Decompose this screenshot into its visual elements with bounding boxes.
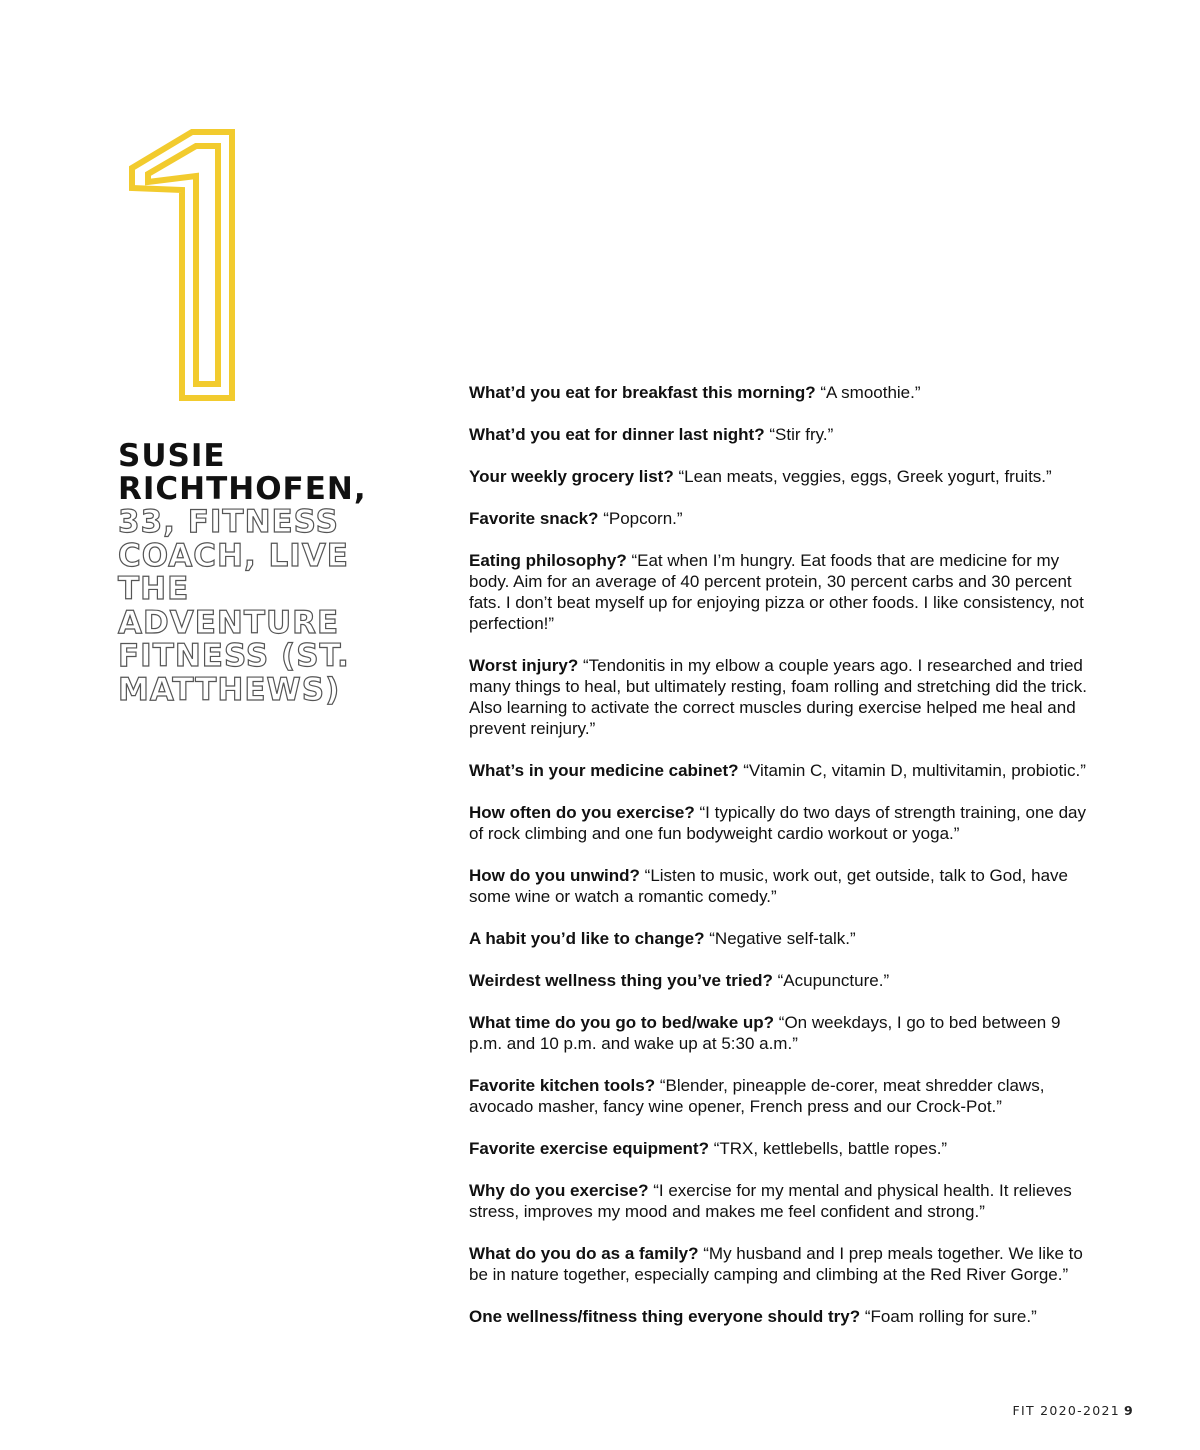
outlined-number-one bbox=[126, 128, 238, 404]
question: What’d you eat for breakfast this morning? bbox=[469, 383, 816, 402]
question: Your weekly grocery list? bbox=[469, 467, 674, 486]
page-footer bbox=[1012, 1403, 1134, 1418]
qa-item bbox=[469, 1012, 1089, 1054]
answer: “I exercise for my mental and physical health. It relieves stress, improves my mood and makes me feel confident and strong.” bbox=[469, 1181, 1072, 1221]
profile-name-first: SUSIE bbox=[118, 438, 226, 474]
question: How do you unwind? bbox=[469, 866, 640, 885]
answer: “Acupuncture.” bbox=[777, 971, 890, 990]
question: Why do you exercise? bbox=[469, 1181, 649, 1200]
question: What’s in your medicine cabinet? bbox=[469, 761, 739, 780]
question: Favorite snack? bbox=[469, 509, 599, 528]
question: What’d you eat for dinner last night? bbox=[469, 425, 765, 444]
qa-item bbox=[469, 550, 1089, 634]
question: Eating philosophy? bbox=[469, 551, 627, 570]
question: A habit you’d like to change? bbox=[469, 929, 705, 948]
question: Worst injury? bbox=[469, 656, 579, 675]
answer: “Vitamin C, vitamin D, multivitamin, probiotic.” bbox=[743, 761, 1086, 780]
qa-item bbox=[469, 655, 1089, 739]
answer: “On weekdays, I go to bed between 9 p.m. and 10 p.m. and wake up at 5:30 a.m.” bbox=[469, 1013, 1061, 1053]
qa-item bbox=[469, 1075, 1089, 1117]
profile-desc-line: THE ADVENTURE bbox=[118, 571, 340, 641]
answer: “Listen to music, work out, get outside, talk to God, have some wine or watch a romantic comedy.” bbox=[469, 866, 1068, 906]
page-number: 9 bbox=[1124, 1403, 1134, 1418]
number-value: 1 bbox=[126, 128, 127, 129]
qa-item bbox=[469, 1306, 1089, 1327]
qa-item bbox=[469, 1243, 1089, 1285]
qa-item bbox=[469, 970, 1089, 991]
answer: “A smoothie.” bbox=[820, 383, 921, 402]
answer: “Popcorn.” bbox=[603, 509, 683, 528]
profile-header bbox=[118, 440, 418, 707]
question: What time do you go to bed/wake up? bbox=[469, 1013, 775, 1032]
qa-item bbox=[469, 424, 1089, 445]
question: How often do you exercise? bbox=[469, 803, 695, 822]
qa-item bbox=[469, 760, 1089, 781]
qa-item bbox=[469, 928, 1089, 949]
answer: “Foam rolling for sure.” bbox=[864, 1307, 1037, 1326]
answer: “Eat when I’m hungry. Eat foods that are medicine for my body. Aim for an average of 40 percent protein, 30 percent carbs and 30 percent fats. I don’t beat myself up for enjoying pizza or other foods. I like consistency, not perfection!” bbox=[469, 551, 1084, 633]
profile-desc-line: FITNESS (ST. bbox=[118, 638, 350, 674]
answer: “TRX, kettlebells, battle ropes.” bbox=[713, 1139, 948, 1158]
answer: “My husband and I prep meals together. We like to be in nature together, especially camping and climbing at the Red River Gorge.” bbox=[469, 1244, 1083, 1284]
question: Favorite exercise equipment? bbox=[469, 1139, 709, 1158]
profile-desc-line: 33, FITNESS bbox=[118, 504, 339, 540]
answer: “Stir fry.” bbox=[769, 425, 834, 444]
qa-item bbox=[469, 466, 1089, 487]
profile-name-last: RICHTHOFEN, bbox=[118, 471, 367, 507]
qa-list bbox=[469, 382, 1089, 1348]
profile-desc-line: COACH, LIVE bbox=[118, 537, 349, 574]
qa-item bbox=[469, 508, 1089, 529]
question: One wellness/fitness thing everyone should try? bbox=[469, 1307, 861, 1326]
profile-desc-line: MATTHEWS) bbox=[118, 671, 341, 708]
qa-item bbox=[469, 382, 1089, 403]
question: What do you do as a family? bbox=[469, 1244, 699, 1263]
qa-item bbox=[469, 1180, 1089, 1222]
qa-item bbox=[469, 865, 1089, 907]
qa-item bbox=[469, 1138, 1089, 1159]
answer: “Lean meats, veggies, eggs, Greek yogurt, fruits.” bbox=[678, 467, 1052, 486]
publication-name: FIT 2020-2021 bbox=[1012, 1403, 1120, 1418]
answer: “I typically do two days of strength training, one day of rock climbing and one fun bodyweight cardio workout or yoga.” bbox=[469, 803, 1086, 843]
answer: “Tendonitis in my elbow a couple years ago. I researched and tried many things to heal, but ultimately resting, foam rolling and stretching did the trick. Also learning to activate the correct muscles during exercise helped me heal and prevent reinjury.” bbox=[469, 656, 1087, 738]
question: Favorite kitchen tools? bbox=[469, 1076, 656, 1095]
qa-item bbox=[469, 802, 1089, 844]
question: Weirdest wellness thing you’ve tried? bbox=[469, 971, 773, 990]
answer: “Blender, pineapple de-corer, meat shredder claws, avocado masher, fancy wine opener, French press and our Crock-Pot.” bbox=[469, 1076, 1045, 1116]
answer: “Negative self-talk.” bbox=[709, 929, 856, 948]
